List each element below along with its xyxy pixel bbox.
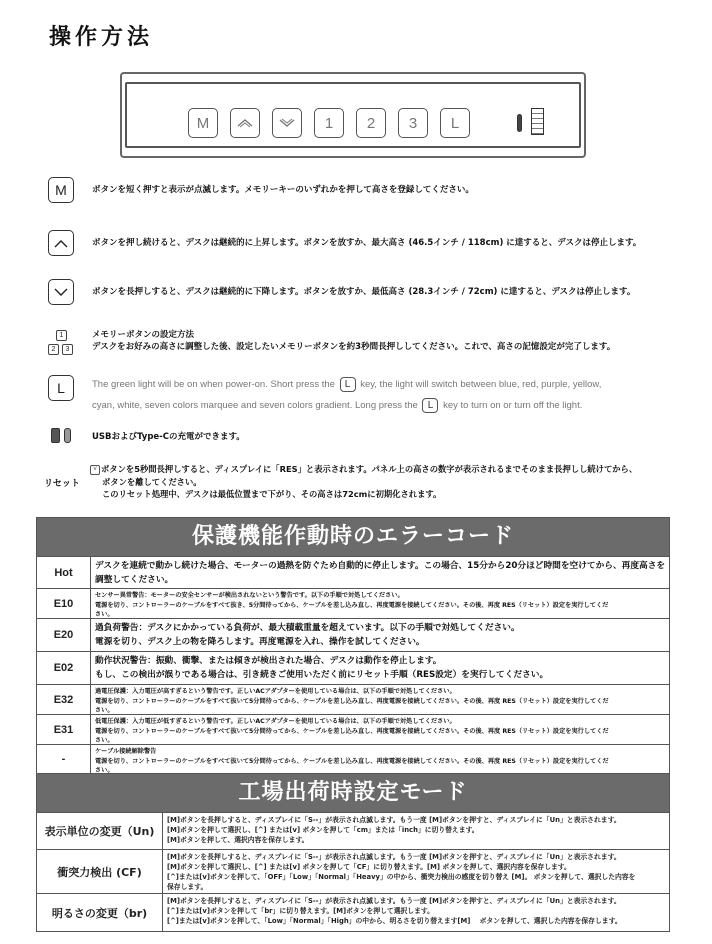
error-description-line: 電源を切り、デスク上の物を降ろします。再度電源を入れ、操作を試してください。 <box>95 637 425 647</box>
panel-key-down <box>272 108 302 138</box>
m-key-icon: M <box>48 177 74 203</box>
error-code: E02 <box>37 652 91 684</box>
error-code-table <box>36 517 670 774</box>
error-row <box>37 556 669 588</box>
error-code: E32 <box>37 685 91 714</box>
error-description-line: さい。 <box>95 737 114 744</box>
error-description-line: 電源を切り、コントローラーのケーブルをすべて抜いて5分間待ってから、ケーブルを差し込み直し、再度電源を接続してください。その後、再度 RES（リセット）設定を実行してくだ <box>95 727 609 735</box>
error-row <box>37 618 669 651</box>
error-description-line: 電源を切り、コントローラーのケーブルをすべて抜いて5分間待ってから、ケーブルを差し込み直し、再度電源を接続してください。その後、再度 RES（リセット）設定を実行してくだ <box>95 757 609 765</box>
l-key-inline-icon: L <box>422 398 438 413</box>
factory-description-line: [^]または[v]ボタンを押して「br」に切り替えます。[M]ボタンを押して選択します。 <box>167 907 434 915</box>
factory-description-line: [M]ボタンを長押しすると、ディスプレイに「S--」が表示され点滅します。もう一度 [M]ボタンを押すと、ディスプレイに「Un」と表示されます。 <box>167 853 621 861</box>
instruction-m <box>48 177 74 203</box>
type-c-icon <box>64 428 71 443</box>
light-text-2a: cyan, white, seven colors marquee and seven colors gradient. Long press the <box>92 400 418 411</box>
error-description-line: 過負荷警告：デスクにかかっている負荷が、最大積載重量を超えています。以下の手順で対処してください。 <box>95 623 520 633</box>
error-row <box>37 714 669 744</box>
light-text-2b: key to turn on or turn off the light. <box>443 400 583 411</box>
down-key-icon: v <box>90 465 100 475</box>
error-code: - <box>37 745 91 773</box>
instruction-light <box>48 375 74 401</box>
error-row <box>37 684 669 714</box>
error-code: E31 <box>37 715 91 744</box>
panel-key-l: L <box>440 108 470 138</box>
factory-description-line: [^]または[v]ボタンを押して、「Low」「Normal」「High」の中から、明るさを切り替えます[M] ボタンを押して、選択した内容を保存します。 <box>167 917 622 925</box>
error-row <box>37 651 669 684</box>
factory-setting-label: 衝突力検出 (CF) <box>37 850 163 893</box>
error-description-line: センサー異常警告：モーターの安全センサーが検出されないという警告です。以下の手順で対処してください。 <box>95 592 404 599</box>
factory-row <box>37 893 669 931</box>
instruction-up-text: ボタンを押し続けると、デスクは継続的に上昇します。ボタンを放すか、最大高さ (46.5インチ / 118cm) に達すると、デスクは停止します。 <box>92 238 642 248</box>
error-description-line: さい。 <box>95 707 114 714</box>
error-description <box>91 745 669 773</box>
factory-row <box>37 849 669 893</box>
error-code: Hot <box>37 557 91 588</box>
panel-key-up <box>230 108 260 138</box>
down-key-icon <box>48 279 74 305</box>
usb-port-icon <box>531 108 544 135</box>
error-description-line: 調整してください。 <box>95 575 174 585</box>
error-description-line: 動作状況警告：振動、衝撃、または傾きが検出された場合、デスクは動作を停止します。 <box>95 656 442 666</box>
error-row <box>37 744 669 773</box>
up-key-icon <box>48 230 74 256</box>
error-description-line: 過電圧保護：入力電圧が高すぎるという警告です。正しいACアダプターを使用している場合は、以下の手順で対処してください。 <box>95 688 456 695</box>
error-description-line: 電源を切り、コントローラーのケーブルをすべて抜いて5分間待ってから、ケーブルを差し込み直し、再度電源を接続してください。その後、再度 RES（リセット）設定を実行してくだ <box>95 697 609 705</box>
usb-icon <box>51 428 60 443</box>
factory-setting-description <box>163 813 669 849</box>
l-key-inline-icon: L <box>340 377 356 392</box>
factory-setting-label: 明るさの変更（br) <box>37 894 163 931</box>
error-code: E10 <box>37 589 91 618</box>
error-description-line: もし、この検出が誤りである場合は、引き続きご使用いただく前にリセット手順（RES設定）を実行してください。 <box>95 670 549 680</box>
error-table-title: 保護機能作動時のエラーコード <box>37 518 669 556</box>
error-description <box>91 619 669 651</box>
factory-settings-table <box>36 773 670 932</box>
chevron-up-icon <box>237 118 253 128</box>
error-description <box>91 557 669 588</box>
reset-text: v ボタンを5秒間長押しすると、ディスプレイに「RES」と表示されます。パネル上の高さの数字が表示されるまでそのまま長押しし続けてから、 ボタンを離してください。 このリセット処理中、デスクは最低位置まで下がり、その高さは72cmに初期化されます。 <box>90 463 637 501</box>
reset-label: リセット <box>44 479 80 489</box>
error-description-line: デスクを連続で動かし続けた場合、モーターの過熱を防ぐため自動的に停止します。この場合、15分から20分ほど時間を空けてから、再度高さを <box>95 561 666 571</box>
memory-title: メモリーボタンの設定方法 <box>92 330 195 340</box>
light-text <box>92 374 601 416</box>
instruction-up <box>48 230 74 256</box>
control-panel-illustration <box>120 72 586 158</box>
panel-key-m: M <box>188 108 218 138</box>
factory-description-line: [M]ボタンを押して選択し、[^] または[v] ボタンを押して「CF」に切り替えます。[M] ボタンを押して、選択内容を保存します。 <box>167 863 571 871</box>
memory-text: デスクをお好みの高さに調整した後、設定したいメモリーボタンを約3秒間長押ししてください。これで、高さの記憶設定が完了します。 <box>92 342 616 352</box>
light-text-1a: The green light will be on when power-on. Short press the <box>92 379 335 390</box>
error-description-line: さい。 <box>95 767 114 774</box>
memory-keys-icon: 1 2 3 <box>46 330 78 358</box>
factory-description-line: 保存します。 <box>167 883 208 891</box>
factory-setting-label: 表示単位の変更（Un) <box>37 813 163 849</box>
usb-ports-icon <box>51 428 71 443</box>
factory-description-line: [M]ボタンを押して選択し、[^] または[v] ボタンを押して「cm」または「inch」に切り替えます。 <box>167 826 479 834</box>
factory-setting-description <box>163 894 669 931</box>
panel-key-1: 1 <box>314 108 344 138</box>
instruction-down-text: ボタンを長押しすると、デスクは継続的に下降します。ボタンを放すか、最低高さ (28.3インチ / 72cm) に達すると、デスクは停止します。 <box>92 287 636 297</box>
panel-key-3: 3 <box>398 108 428 138</box>
factory-description-line: [^]または[v]ボタンを押して、「OFF」「Low」「Normal」「Heavy」の中から、衝突力検出の感度を切り替え [M]。 ボタンを押して、選択した内容を <box>167 873 636 881</box>
chevron-down-icon <box>279 118 295 128</box>
l-key-icon: L <box>48 375 74 401</box>
instruction-down <box>48 279 74 305</box>
factory-description-line: [M]ボタンを長押しすると、ディスプレイに「S--」が表示され点滅します。もう一度 [M]ボタンを押すと、ディスプレイに「Un」と表示されます。 <box>167 816 621 824</box>
panel-key-2: 2 <box>356 108 386 138</box>
factory-description-line: [M]ボタンを押して、選択内容を保存します。 <box>167 836 309 844</box>
factory-row <box>37 812 669 849</box>
factory-setting-description <box>163 850 669 893</box>
instruction-m-text: ボタンを短く押すと表示が点滅します。メモリーキーのいずれかを押して高さを登録してください。 <box>92 185 474 195</box>
error-description <box>91 685 669 714</box>
type-c-port-icon <box>517 114 522 132</box>
error-code: E20 <box>37 619 91 651</box>
error-description-line: 電源を切り、コントローラーのケーブルをすべて抜き、5分間待ってから、ケーブルを差し込み直し、再度電源を接続してください。その後、再度 RES（リセット）設定を実行してくだ <box>95 601 609 609</box>
page-title: 操作方法 <box>49 25 154 50</box>
factory-table-title: 工場出荷時設定モード <box>37 774 669 812</box>
error-row <box>37 588 669 618</box>
light-text-1b: key, the light will switch between blue, red, purple, yellow, <box>360 379 602 390</box>
error-description-line: ケーブル接続解除警告 <box>95 748 157 755</box>
error-description-line: さい。 <box>95 611 114 618</box>
error-description <box>91 715 669 744</box>
factory-description-line: [M]ボタンを長押しすると、ディスプレイに「S--」が表示され点滅します。もう一度 [M]ボタンを押すと、ディスプレイに「Un」と表示されます。 <box>167 897 621 905</box>
usb-text: USBおよびType-Cの充電ができます。 <box>92 432 245 442</box>
error-description <box>91 589 669 618</box>
error-description <box>91 652 669 684</box>
error-description-line: 低電圧保護：入力電圧が低すぎるという警告です。正しいACアダプターを使用している場合は、以下の手順で対処してください。 <box>95 718 456 725</box>
